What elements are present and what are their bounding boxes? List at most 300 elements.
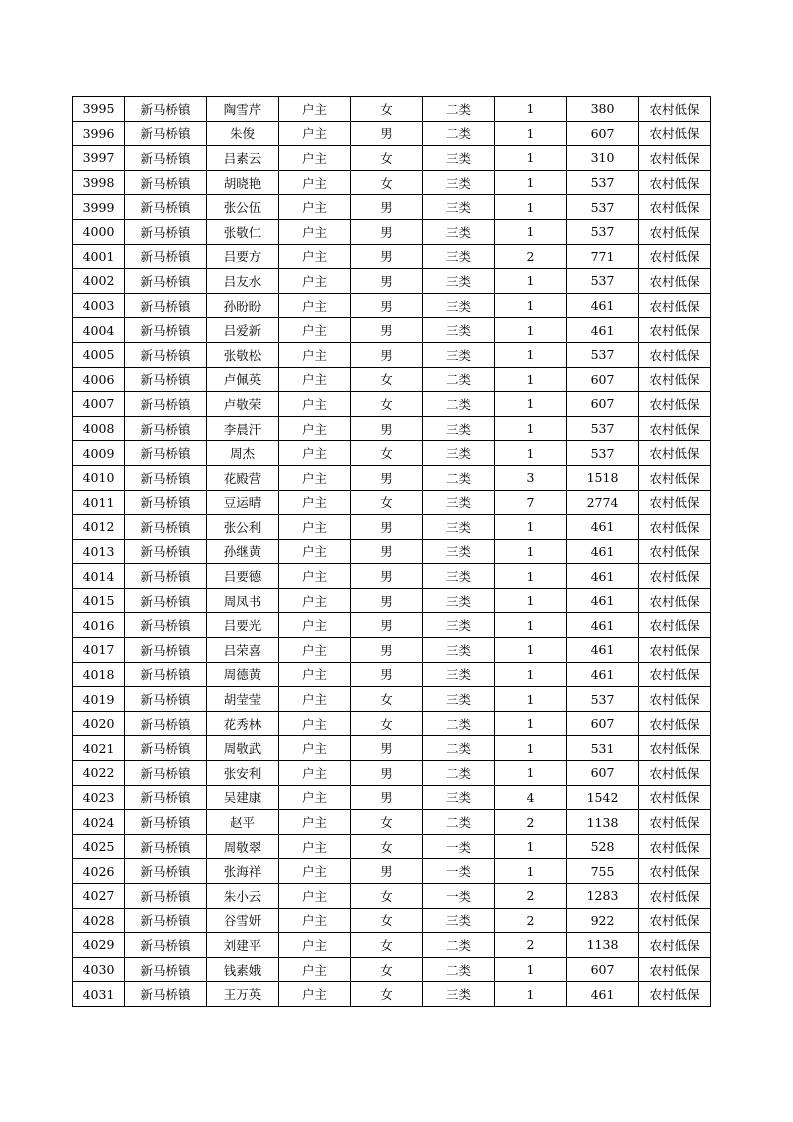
town-cell: 新马桥镇 bbox=[125, 465, 207, 490]
table-row bbox=[73, 219, 711, 244]
relation-cell: 户主 bbox=[279, 834, 351, 859]
category-cell: 二类 bbox=[423, 810, 495, 835]
program-cell: 农村低保 bbox=[639, 293, 711, 318]
relation-cell: 户主 bbox=[279, 662, 351, 687]
gender-cell: 男 bbox=[351, 515, 423, 540]
relation-cell: 户主 bbox=[279, 195, 351, 220]
gender-cell: 女 bbox=[351, 146, 423, 171]
household-size-cell: 1 bbox=[495, 613, 567, 638]
town-cell: 新马桥镇 bbox=[125, 933, 207, 958]
program-cell: 农村低保 bbox=[639, 588, 711, 613]
gender-cell: 女 bbox=[351, 441, 423, 466]
relation-cell: 户主 bbox=[279, 539, 351, 564]
table-row bbox=[73, 515, 711, 540]
category-cell: 二类 bbox=[423, 761, 495, 786]
serial-number-cell: 4017 bbox=[73, 638, 125, 663]
relation-cell: 户主 bbox=[279, 121, 351, 146]
town-cell: 新马桥镇 bbox=[125, 515, 207, 540]
relation-cell: 户主 bbox=[279, 884, 351, 909]
serial-number-cell: 3995 bbox=[73, 97, 125, 122]
table-row bbox=[73, 957, 711, 982]
category-cell: 三类 bbox=[423, 662, 495, 687]
serial-number-cell: 4000 bbox=[73, 219, 125, 244]
amount-cell: 607 bbox=[567, 761, 639, 786]
program-cell: 农村低保 bbox=[639, 687, 711, 712]
gender-cell: 男 bbox=[351, 121, 423, 146]
town-cell: 新马桥镇 bbox=[125, 342, 207, 367]
household-size-cell: 1 bbox=[495, 170, 567, 195]
town-cell: 新马桥镇 bbox=[125, 293, 207, 318]
gender-cell: 男 bbox=[351, 761, 423, 786]
amount-cell: 537 bbox=[567, 170, 639, 195]
amount-cell: 537 bbox=[567, 687, 639, 712]
table-row bbox=[73, 269, 711, 294]
serial-number-cell: 4022 bbox=[73, 761, 125, 786]
program-cell: 农村低保 bbox=[639, 711, 711, 736]
gender-cell: 男 bbox=[351, 539, 423, 564]
category-cell: 三类 bbox=[423, 638, 495, 663]
town-cell: 新马桥镇 bbox=[125, 982, 207, 1007]
town-cell: 新马桥镇 bbox=[125, 884, 207, 909]
table-row bbox=[73, 441, 711, 466]
relation-cell: 户主 bbox=[279, 982, 351, 1007]
table-row bbox=[73, 884, 711, 909]
table-row bbox=[73, 638, 711, 663]
amount-cell: 461 bbox=[567, 613, 639, 638]
table-row bbox=[73, 859, 711, 884]
household-size-cell: 1 bbox=[495, 195, 567, 220]
program-cell: 农村低保 bbox=[639, 785, 711, 810]
category-cell: 三类 bbox=[423, 318, 495, 343]
serial-number-cell: 4029 bbox=[73, 933, 125, 958]
serial-number-cell: 4009 bbox=[73, 441, 125, 466]
category-cell: 三类 bbox=[423, 982, 495, 1007]
amount-cell: 537 bbox=[567, 342, 639, 367]
household-size-cell: 1 bbox=[495, 269, 567, 294]
serial-number-cell: 3998 bbox=[73, 170, 125, 195]
category-cell: 二类 bbox=[423, 933, 495, 958]
name-cell: 张安利 bbox=[207, 761, 279, 786]
serial-number-cell: 4018 bbox=[73, 662, 125, 687]
table-row bbox=[73, 908, 711, 933]
program-cell: 农村低保 bbox=[639, 146, 711, 171]
table-row bbox=[73, 490, 711, 515]
relation-cell: 户主 bbox=[279, 244, 351, 269]
amount-cell: 922 bbox=[567, 908, 639, 933]
serial-number-cell: 4025 bbox=[73, 834, 125, 859]
table-row bbox=[73, 785, 711, 810]
program-cell: 农村低保 bbox=[639, 490, 711, 515]
serial-number-cell: 4031 bbox=[73, 982, 125, 1007]
program-cell: 农村低保 bbox=[639, 613, 711, 638]
amount-cell: 607 bbox=[567, 367, 639, 392]
table-row bbox=[73, 834, 711, 859]
amount-cell: 607 bbox=[567, 121, 639, 146]
program-cell: 农村低保 bbox=[639, 834, 711, 859]
household-size-cell: 1 bbox=[495, 834, 567, 859]
table-row bbox=[73, 146, 711, 171]
town-cell: 新马桥镇 bbox=[125, 416, 207, 441]
amount-cell: 1138 bbox=[567, 933, 639, 958]
category-cell: 三类 bbox=[423, 564, 495, 589]
name-cell: 胡晓艳 bbox=[207, 170, 279, 195]
town-cell: 新马桥镇 bbox=[125, 441, 207, 466]
relation-cell: 户主 bbox=[279, 269, 351, 294]
household-size-cell: 1 bbox=[495, 416, 567, 441]
relation-cell: 户主 bbox=[279, 342, 351, 367]
amount-cell: 771 bbox=[567, 244, 639, 269]
gender-cell: 女 bbox=[351, 982, 423, 1007]
relation-cell: 户主 bbox=[279, 638, 351, 663]
table-row bbox=[73, 687, 711, 712]
category-cell: 三类 bbox=[423, 441, 495, 466]
table-row bbox=[73, 736, 711, 761]
gender-cell: 男 bbox=[351, 859, 423, 884]
household-size-cell: 1 bbox=[495, 736, 567, 761]
table-row bbox=[73, 318, 711, 343]
amount-cell: 537 bbox=[567, 269, 639, 294]
amount-cell: 461 bbox=[567, 662, 639, 687]
program-cell: 农村低保 bbox=[639, 342, 711, 367]
household-size-cell: 1 bbox=[495, 539, 567, 564]
gender-cell: 男 bbox=[351, 638, 423, 663]
relation-cell: 户主 bbox=[279, 170, 351, 195]
category-cell: 二类 bbox=[423, 957, 495, 982]
household-size-cell: 1 bbox=[495, 318, 567, 343]
town-cell: 新马桥镇 bbox=[125, 834, 207, 859]
name-cell: 孙继黄 bbox=[207, 539, 279, 564]
serial-number-cell: 4002 bbox=[73, 269, 125, 294]
household-size-cell: 1 bbox=[495, 441, 567, 466]
household-size-cell: 1 bbox=[495, 293, 567, 318]
town-cell: 新马桥镇 bbox=[125, 564, 207, 589]
relation-cell: 户主 bbox=[279, 810, 351, 835]
program-cell: 农村低保 bbox=[639, 441, 711, 466]
name-cell: 吕要德 bbox=[207, 564, 279, 589]
serial-number-cell: 4027 bbox=[73, 884, 125, 909]
household-size-cell: 1 bbox=[495, 711, 567, 736]
category-cell: 三类 bbox=[423, 515, 495, 540]
town-cell: 新马桥镇 bbox=[125, 588, 207, 613]
name-cell: 吕要光 bbox=[207, 613, 279, 638]
table-row bbox=[73, 564, 711, 589]
name-cell: 张敬松 bbox=[207, 342, 279, 367]
table-row bbox=[73, 982, 711, 1007]
category-cell: 三类 bbox=[423, 908, 495, 933]
relation-cell: 户主 bbox=[279, 515, 351, 540]
category-cell: 三类 bbox=[423, 785, 495, 810]
amount-cell: 755 bbox=[567, 859, 639, 884]
serial-number-cell: 4023 bbox=[73, 785, 125, 810]
program-cell: 农村低保 bbox=[639, 367, 711, 392]
relation-cell: 户主 bbox=[279, 465, 351, 490]
program-cell: 农村低保 bbox=[639, 884, 711, 909]
town-cell: 新马桥镇 bbox=[125, 97, 207, 122]
serial-number-cell: 3997 bbox=[73, 146, 125, 171]
amount-cell: 537 bbox=[567, 219, 639, 244]
name-cell: 卢敬荣 bbox=[207, 392, 279, 417]
table-row bbox=[73, 810, 711, 835]
relation-cell: 户主 bbox=[279, 564, 351, 589]
amount-cell: 1138 bbox=[567, 810, 639, 835]
household-size-cell: 1 bbox=[495, 588, 567, 613]
household-size-cell: 1 bbox=[495, 662, 567, 687]
amount-cell: 2774 bbox=[567, 490, 639, 515]
town-cell: 新马桥镇 bbox=[125, 761, 207, 786]
program-cell: 农村低保 bbox=[639, 195, 711, 220]
amount-cell: 461 bbox=[567, 318, 639, 343]
name-cell: 刘建平 bbox=[207, 933, 279, 958]
relation-cell: 户主 bbox=[279, 613, 351, 638]
serial-number-cell: 4028 bbox=[73, 908, 125, 933]
name-cell: 花秀林 bbox=[207, 711, 279, 736]
table-row bbox=[73, 97, 711, 122]
gender-cell: 男 bbox=[351, 293, 423, 318]
name-cell: 吕荣喜 bbox=[207, 638, 279, 663]
program-cell: 农村低保 bbox=[639, 515, 711, 540]
serial-number-cell: 4024 bbox=[73, 810, 125, 835]
gender-cell: 男 bbox=[351, 195, 423, 220]
serial-number-cell: 4005 bbox=[73, 342, 125, 367]
amount-cell: 537 bbox=[567, 441, 639, 466]
category-cell: 二类 bbox=[423, 392, 495, 417]
gender-cell: 男 bbox=[351, 785, 423, 810]
table-body bbox=[73, 97, 711, 1007]
serial-number-cell: 3999 bbox=[73, 195, 125, 220]
gender-cell: 女 bbox=[351, 908, 423, 933]
name-cell: 吕素云 bbox=[207, 146, 279, 171]
program-cell: 农村低保 bbox=[639, 219, 711, 244]
category-cell: 三类 bbox=[423, 170, 495, 195]
amount-cell: 607 bbox=[567, 711, 639, 736]
town-cell: 新马桥镇 bbox=[125, 859, 207, 884]
amount-cell: 461 bbox=[567, 588, 639, 613]
household-size-cell: 1 bbox=[495, 687, 567, 712]
name-cell: 张公伍 bbox=[207, 195, 279, 220]
serial-number-cell: 4001 bbox=[73, 244, 125, 269]
table-row bbox=[73, 933, 711, 958]
household-size-cell: 1 bbox=[495, 392, 567, 417]
amount-cell: 461 bbox=[567, 539, 639, 564]
town-cell: 新马桥镇 bbox=[125, 170, 207, 195]
relation-cell: 户主 bbox=[279, 761, 351, 786]
relation-cell: 户主 bbox=[279, 392, 351, 417]
name-cell: 张敬仁 bbox=[207, 219, 279, 244]
household-size-cell: 1 bbox=[495, 97, 567, 122]
gender-cell: 女 bbox=[351, 392, 423, 417]
category-cell: 二类 bbox=[423, 121, 495, 146]
relation-cell: 户主 bbox=[279, 687, 351, 712]
subsidy-roster-table bbox=[72, 96, 711, 1007]
serial-number-cell: 4016 bbox=[73, 613, 125, 638]
amount-cell: 461 bbox=[567, 564, 639, 589]
name-cell: 吴建康 bbox=[207, 785, 279, 810]
name-cell: 陶雪芹 bbox=[207, 97, 279, 122]
category-cell: 三类 bbox=[423, 416, 495, 441]
name-cell: 胡莹莹 bbox=[207, 687, 279, 712]
table-row bbox=[73, 711, 711, 736]
town-cell: 新马桥镇 bbox=[125, 687, 207, 712]
household-size-cell: 3 bbox=[495, 465, 567, 490]
serial-number-cell: 4013 bbox=[73, 539, 125, 564]
household-size-cell: 1 bbox=[495, 982, 567, 1007]
amount-cell: 461 bbox=[567, 293, 639, 318]
town-cell: 新马桥镇 bbox=[125, 195, 207, 220]
relation-cell: 户主 bbox=[279, 416, 351, 441]
serial-number-cell: 4026 bbox=[73, 859, 125, 884]
category-cell: 二类 bbox=[423, 367, 495, 392]
table-row bbox=[73, 761, 711, 786]
relation-cell: 户主 bbox=[279, 588, 351, 613]
table-row bbox=[73, 170, 711, 195]
name-cell: 谷雪妍 bbox=[207, 908, 279, 933]
town-cell: 新马桥镇 bbox=[125, 318, 207, 343]
category-cell: 三类 bbox=[423, 342, 495, 367]
amount-cell: 461 bbox=[567, 515, 639, 540]
name-cell: 吕友水 bbox=[207, 269, 279, 294]
town-cell: 新马桥镇 bbox=[125, 662, 207, 687]
gender-cell: 女 bbox=[351, 97, 423, 122]
name-cell: 赵平 bbox=[207, 810, 279, 835]
serial-number-cell: 4014 bbox=[73, 564, 125, 589]
category-cell: 二类 bbox=[423, 736, 495, 761]
gender-cell: 女 bbox=[351, 170, 423, 195]
amount-cell: 1542 bbox=[567, 785, 639, 810]
town-cell: 新马桥镇 bbox=[125, 219, 207, 244]
relation-cell: 户主 bbox=[279, 785, 351, 810]
program-cell: 农村低保 bbox=[639, 859, 711, 884]
category-cell: 三类 bbox=[423, 146, 495, 171]
town-cell: 新马桥镇 bbox=[125, 146, 207, 171]
gender-cell: 男 bbox=[351, 416, 423, 441]
program-cell: 农村低保 bbox=[639, 957, 711, 982]
table-row bbox=[73, 392, 711, 417]
relation-cell: 户主 bbox=[279, 490, 351, 515]
name-cell: 周德黄 bbox=[207, 662, 279, 687]
town-cell: 新马桥镇 bbox=[125, 490, 207, 515]
relation-cell: 户主 bbox=[279, 957, 351, 982]
household-size-cell: 1 bbox=[495, 367, 567, 392]
category-cell: 三类 bbox=[423, 613, 495, 638]
serial-number-cell: 4019 bbox=[73, 687, 125, 712]
amount-cell: 461 bbox=[567, 982, 639, 1007]
household-size-cell: 1 bbox=[495, 146, 567, 171]
category-cell: 三类 bbox=[423, 269, 495, 294]
table-row bbox=[73, 195, 711, 220]
category-cell: 一类 bbox=[423, 884, 495, 909]
gender-cell: 男 bbox=[351, 342, 423, 367]
household-size-cell: 1 bbox=[495, 121, 567, 146]
program-cell: 农村低保 bbox=[639, 416, 711, 441]
gender-cell: 女 bbox=[351, 810, 423, 835]
household-size-cell: 2 bbox=[495, 908, 567, 933]
household-size-cell: 2 bbox=[495, 244, 567, 269]
town-cell: 新马桥镇 bbox=[125, 367, 207, 392]
table-row bbox=[73, 662, 711, 687]
relation-cell: 户主 bbox=[279, 293, 351, 318]
household-size-cell: 1 bbox=[495, 957, 567, 982]
town-cell: 新马桥镇 bbox=[125, 121, 207, 146]
relation-cell: 户主 bbox=[279, 318, 351, 343]
serial-number-cell: 4006 bbox=[73, 367, 125, 392]
category-cell: 三类 bbox=[423, 490, 495, 515]
table-row bbox=[73, 293, 711, 318]
category-cell: 一类 bbox=[423, 834, 495, 859]
gender-cell: 女 bbox=[351, 933, 423, 958]
table-row bbox=[73, 121, 711, 146]
gender-cell: 男 bbox=[351, 564, 423, 589]
serial-number-cell: 4021 bbox=[73, 736, 125, 761]
name-cell: 孙盼盼 bbox=[207, 293, 279, 318]
category-cell: 三类 bbox=[423, 687, 495, 712]
program-cell: 农村低保 bbox=[639, 638, 711, 663]
serial-number-cell: 3996 bbox=[73, 121, 125, 146]
gender-cell: 男 bbox=[351, 662, 423, 687]
name-cell: 钱素娥 bbox=[207, 957, 279, 982]
gender-cell: 男 bbox=[351, 318, 423, 343]
program-cell: 农村低保 bbox=[639, 97, 711, 122]
name-cell: 周敬翠 bbox=[207, 834, 279, 859]
household-size-cell: 2 bbox=[495, 884, 567, 909]
category-cell: 三类 bbox=[423, 293, 495, 318]
name-cell: 周杰 bbox=[207, 441, 279, 466]
category-cell: 三类 bbox=[423, 195, 495, 220]
category-cell: 三类 bbox=[423, 539, 495, 564]
category-cell: 三类 bbox=[423, 588, 495, 613]
household-size-cell: 1 bbox=[495, 219, 567, 244]
amount-cell: 1283 bbox=[567, 884, 639, 909]
town-cell: 新马桥镇 bbox=[125, 244, 207, 269]
name-cell: 吕要方 bbox=[207, 244, 279, 269]
household-size-cell: 1 bbox=[495, 564, 567, 589]
household-size-cell: 1 bbox=[495, 638, 567, 663]
household-size-cell: 1 bbox=[495, 342, 567, 367]
name-cell: 吕爱新 bbox=[207, 318, 279, 343]
serial-number-cell: 4010 bbox=[73, 465, 125, 490]
serial-number-cell: 4008 bbox=[73, 416, 125, 441]
relation-cell: 户主 bbox=[279, 367, 351, 392]
gender-cell: 男 bbox=[351, 219, 423, 244]
household-size-cell: 1 bbox=[495, 859, 567, 884]
household-size-cell: 7 bbox=[495, 490, 567, 515]
name-cell: 张海祥 bbox=[207, 859, 279, 884]
program-cell: 农村低保 bbox=[639, 736, 711, 761]
category-cell: 二类 bbox=[423, 711, 495, 736]
relation-cell: 户主 bbox=[279, 711, 351, 736]
town-cell: 新马桥镇 bbox=[125, 392, 207, 417]
gender-cell: 女 bbox=[351, 490, 423, 515]
program-cell: 农村低保 bbox=[639, 244, 711, 269]
name-cell: 卢佩英 bbox=[207, 367, 279, 392]
household-size-cell: 1 bbox=[495, 515, 567, 540]
program-cell: 农村低保 bbox=[639, 539, 711, 564]
program-cell: 农村低保 bbox=[639, 269, 711, 294]
serial-number-cell: 4004 bbox=[73, 318, 125, 343]
program-cell: 农村低保 bbox=[639, 933, 711, 958]
table-row bbox=[73, 416, 711, 441]
gender-cell: 女 bbox=[351, 834, 423, 859]
table-row bbox=[73, 465, 711, 490]
town-cell: 新马桥镇 bbox=[125, 957, 207, 982]
name-cell: 李晨汗 bbox=[207, 416, 279, 441]
amount-cell: 461 bbox=[567, 638, 639, 663]
household-size-cell: 2 bbox=[495, 933, 567, 958]
table-row bbox=[73, 244, 711, 269]
town-cell: 新马桥镇 bbox=[125, 711, 207, 736]
category-cell: 二类 bbox=[423, 465, 495, 490]
relation-cell: 户主 bbox=[279, 933, 351, 958]
serial-number-cell: 4011 bbox=[73, 490, 125, 515]
